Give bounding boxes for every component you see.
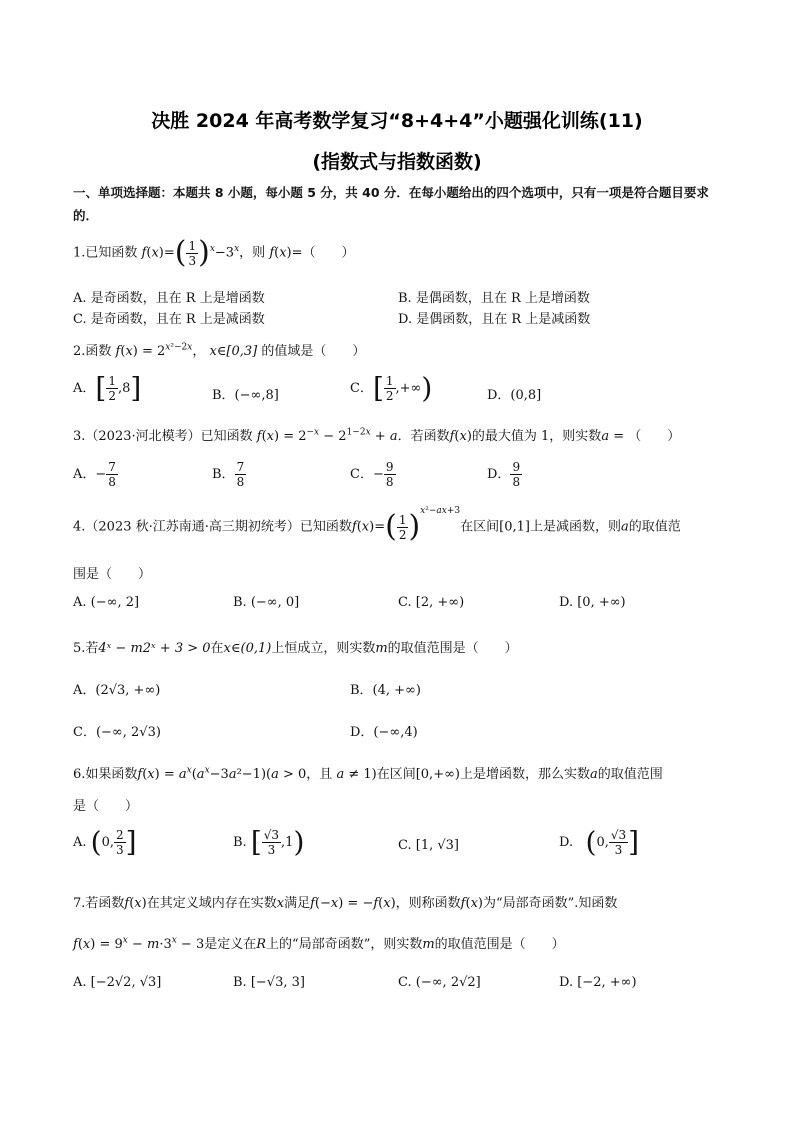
question-7-option-b: B. [−√3, 3] <box>233 975 305 990</box>
question-6: 6.如果函数$f(x) = a^x(a^x-3a^2-1)(a > 0$，且 a ≠ 1)在区间[0,+∞)上是增函数，那么实数a的取值范围 <box>73 765 663 782</box>
question-4-option-d: D. [0, +∞) <box>559 595 626 610</box>
question-4-option-b: B. (−∞, 0] <box>233 595 300 610</box>
question-7: 7.若函数f(x)在其定义域内存在实数x满足f(−x) = −f(x)，则称函数f(x)为“局部奇函数”.知函数 <box>73 896 618 911</box>
question-4-line-2: 围是（ ） <box>73 567 152 582</box>
question-3-option-c: C．− $\frac{9}{8}$ <box>350 460 394 489</box>
question-2-option-c: C．[ $\frac{1}{2}$ ,+∞) <box>350 371 433 405</box>
question-1: 1.已知函数 f(x)=( $\frac{1}{3}$ )$^x-3^x$，则 f(x)=（ ） <box>73 235 355 270</box>
question-5-option-d: D．(−∞,4) <box>350 725 418 740</box>
question-1-option-d: D. 是偶函数，且在 R 上是减函数 <box>398 312 591 327</box>
question-1-prefix: 1.已知函数 <box>73 245 138 261</box>
question-2-option-d: D．(0,8] <box>487 388 542 403</box>
question-1-option-a: A. 是奇函数，且在 R 上是增函数 <box>73 291 265 306</box>
question-1-option-b: B. 是偶函数，且在 R 上是增函数 <box>398 291 590 306</box>
question-3: 3.（2023·河北模考）已知函数 $f(x) = 2^{-x} - 2^{1-2x} + a$．若函数f(x)的最大值为 1，则实数a = （ ） <box>73 427 681 444</box>
question-2-option-a: A．[ $\frac{1}{2}$ ,8] <box>73 371 142 405</box>
question-6-option-d: D. (0, $\frac{√3}{3}$ ] <box>559 825 640 859</box>
question-7-option-d: D. [−2, +∞) <box>559 975 637 990</box>
document-subtitle: (指数式与指数函数) <box>312 151 482 173</box>
question-3-option-d: D． $\frac{9}{8}$ <box>487 460 521 489</box>
question-5-option-b: B．(4, +∞) <box>350 683 421 698</box>
section-heading: 一、单项选择题：本题共 8 小题，每小题 5 分，共 40 分．在每小题给出的四个选项中，只有一项是符合题目要求的． <box>73 185 709 223</box>
question-5-option-a: A．(2√3, +∞) <box>73 683 161 698</box>
question-6-line-2: 是（ ） <box>73 799 139 814</box>
question-6-option-a: A. (0, $\frac{2}{3}$ ] <box>73 825 137 859</box>
question-4-option-a: A. (−∞, 2] <box>73 595 140 610</box>
question-5: 5.若4ˣ − m2ˣ + 3 > 0在x∈(0,1)上恒成立，则实数m的取值范围是（ ） <box>73 641 518 656</box>
question-6-option-b: B. [ $\frac{√3}{3}$ ,1) <box>233 825 305 859</box>
question-7-line-2: $f(x) = 9^x - m\cdot 3^x - 3$是定义在R上的“局部奇函数”，则实数m的取值范围是（ ） <box>73 935 565 952</box>
question-3-option-a: A．− $\frac{7}{8}$ <box>73 460 116 489</box>
question-6-option-c: C. [1, √3] <box>398 838 459 853</box>
question-7-option-c: C. (−∞, 2√2] <box>398 975 481 990</box>
question-4: 4.（2023 秋·江苏南通·高三期初统考）已知函数f(x)=( $\frac{1}{2}$ )$^{x^2-ax+3}$在区间[0,1]上是减函数，则a的取值范 <box>73 506 681 544</box>
question-3-option-b: B． $\frac{7}{8}$ <box>212 460 245 489</box>
question-1-option-c: C. 是奇函数，且在 R 上是减函数 <box>73 312 265 327</box>
question-7-option-a: A. [−2√2, √3] <box>73 975 162 990</box>
question-2-option-b: B．(−∞,8] <box>212 388 279 403</box>
document-title: 决胜 2024 年高考数学复习“8+4+4”小题强化训练(11) <box>151 110 643 132</box>
question-2: 2.函数 $f(x) = 2^{x^2-2x}$， x∈[0,3] 的值域是（ ） <box>73 342 366 359</box>
question-5-option-c: C．(−∞, 2√3) <box>73 725 161 740</box>
question-4-option-c: C. [2, +∞) <box>398 595 465 610</box>
